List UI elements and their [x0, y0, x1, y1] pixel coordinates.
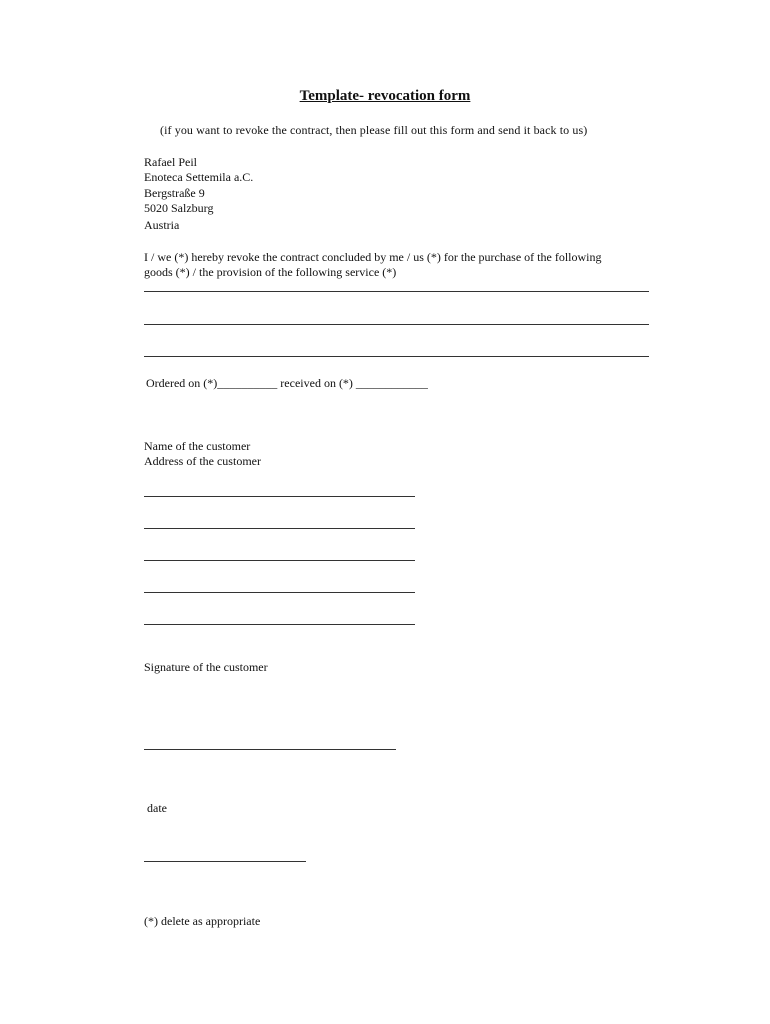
customer-entry-line[interactable] — [144, 528, 415, 529]
recipient-city: 5020 Salzburg — [144, 201, 214, 215]
goods-entry-line[interactable] — [144, 291, 649, 292]
recipient-name: Rafael Peil — [144, 155, 197, 169]
goods-entry-line[interactable] — [144, 324, 649, 325]
revocation-text-line-1: I / we (*) hereby revoke the contract concluded by me / us (*) for the purchase of the following — [144, 250, 602, 264]
ordered-received-line[interactable]: Ordered on (*)__________ received on (*) ____________ — [146, 376, 428, 390]
signature-label: Signature of the customer — [144, 660, 268, 674]
customer-entry-line[interactable] — [144, 496, 415, 497]
recipient-street: Bergstraße 9 — [144, 186, 205, 200]
document-title: Template- revocation form — [299, 88, 471, 104]
customer-name-label: Name of the customer — [144, 439, 251, 453]
recipient-country: Austria — [144, 218, 180, 232]
document-subtitle: (if you want to revoke the contract, then please fill out this form and send it back to us) — [160, 123, 588, 137]
customer-entry-line[interactable] — [144, 592, 415, 593]
customer-address-label: Address of the customer — [144, 454, 261, 468]
date-line[interactable] — [144, 861, 306, 862]
signature-line[interactable] — [144, 749, 396, 750]
footnote: (*) delete as appropriate — [144, 914, 261, 928]
revocation-text-line-2: goods (*) / the provision of the following service (*) — [144, 265, 397, 279]
customer-entry-line[interactable] — [144, 560, 415, 561]
customer-entry-line[interactable] — [144, 624, 415, 625]
date-label: date — [147, 801, 167, 815]
recipient-company: Enoteca Settemila a.C. — [144, 170, 254, 184]
goods-entry-line[interactable] — [144, 356, 649, 357]
